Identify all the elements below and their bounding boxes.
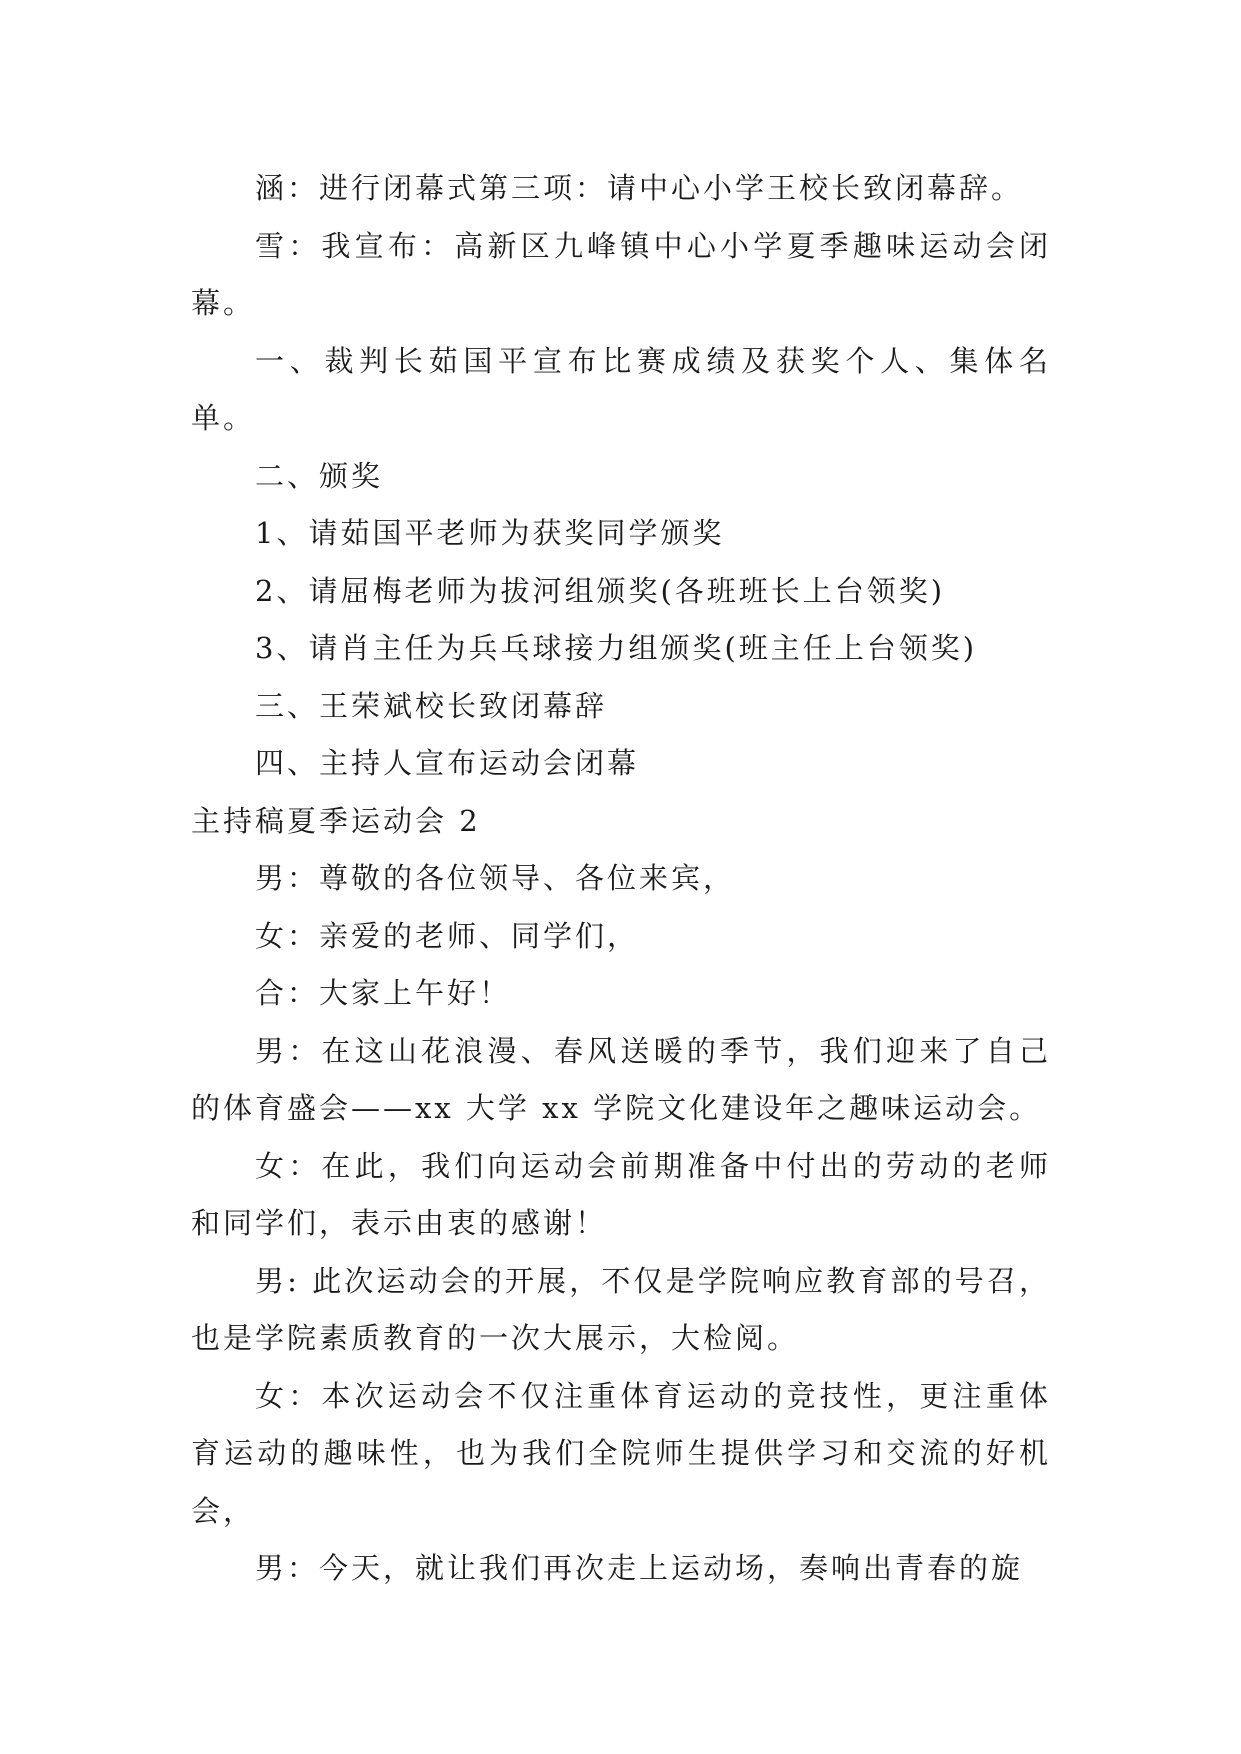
paragraph: 合：大家上午好！ (255, 976, 512, 1010)
paragraph: 涵：进行闭幕式第三项：请中心小学王校长致闭幕辞。 (255, 171, 1024, 205)
paragraph: 男：在这山花浪漫、春风送暖的季节，我们迎来了自己的体育盛会——xx 大学 xx 学院文化建设年之趣味运动会。 (191, 1033, 1051, 1125)
paragraph: 1、请茹国平老师为获奖同学颁奖 (255, 516, 725, 550)
paragraph: 三、王荣斌校长致闭幕辞 (255, 688, 608, 723)
document-body (191, 160, 1051, 1598)
paragraph: 男：尊敬的各位领导、各位来宾， (255, 861, 736, 895)
section-heading: 主持稿夏季运动会 2 (191, 803, 481, 838)
paragraph: 3、请肖主任为兵乓球接力组颁奖(班主任上台领奖) (255, 631, 978, 665)
paragraph: 男：今天，就让我们再次走上运动场，奏响出青春的旋 (255, 1551, 1024, 1585)
paragraph: 女：亲爱的老师、同学们， (255, 918, 640, 953)
paragraph: 女：本次运动会不仅注重体育运动的竞技性，更注重体育运动的趣味性，也为我们全院师生提供学习和交流的好机会， (191, 1378, 1051, 1528)
paragraph: 一、裁判长茹国平宣布比赛成绩及获奖个人、集体名单。 (191, 343, 1051, 435)
paragraph: 雪：我宣布：高新区九峰镇中心小学夏季趣味运动会闭幕。 (191, 228, 1051, 320)
paragraph: 四、主持人宣布运动会闭幕 (255, 746, 640, 780)
paragraph: 二、颁奖 (255, 458, 384, 493)
paragraph: 2、请屈梅老师为拔河组颁奖(各班班长上台领奖) (255, 573, 946, 608)
paragraph: 男: 此次运动会的开展，不仅是学院响应教育部的号召，也是学院素质教育的一次大展示，大检阅。 (191, 1263, 1051, 1355)
paragraph: 女：在此，我们向运动会前期准备中付出的劳动的老师和同学们，表示由衷的感谢！ (191, 1148, 1051, 1240)
